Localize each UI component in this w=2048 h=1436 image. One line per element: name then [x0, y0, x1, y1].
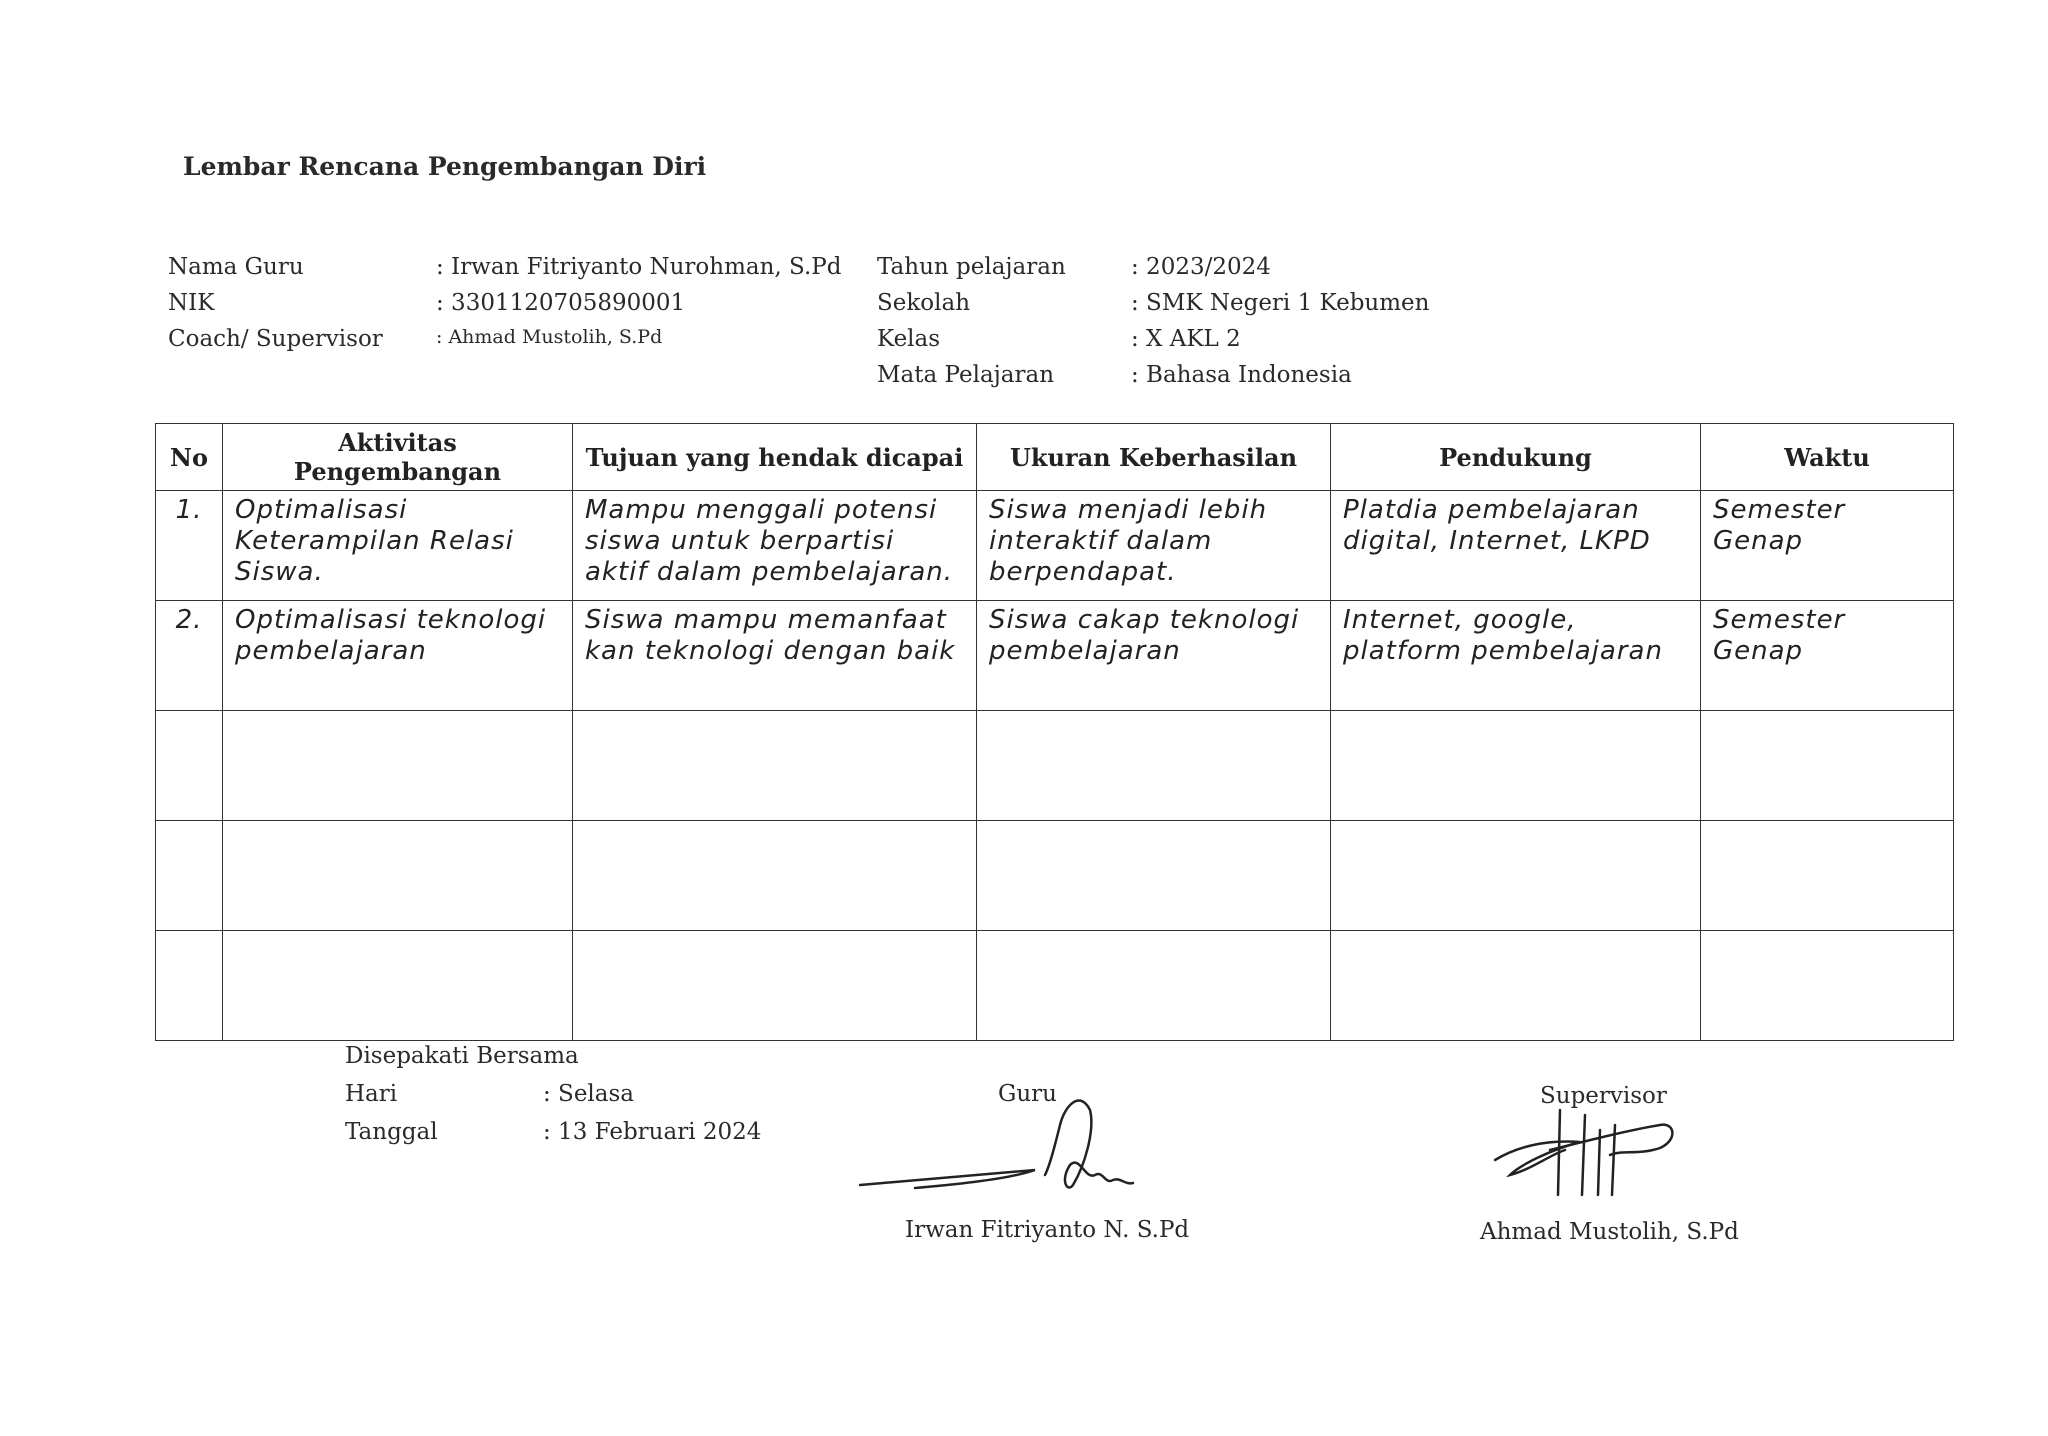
guru-role-label: Guru: [998, 1081, 1057, 1107]
supervisor-signature: [1490, 1100, 1690, 1210]
cell-tujuan: [573, 931, 977, 1041]
development-plan-table: [155, 423, 1954, 1041]
header-waktu: Waktu: [1701, 424, 1954, 491]
cell-pendukung: Platdia pembelajaran digital, Internet, LKPD: [1331, 491, 1701, 601]
value-tanggal: : 13 Februari 2024: [543, 1119, 762, 1145]
cell-ukuran: [977, 711, 1331, 821]
value-nama-guru: : Irwan Fitriyanto Nurohman, S.Pd: [436, 254, 842, 280]
cell-pendukung: Internet, google, platform pembelajaran: [1331, 601, 1701, 711]
header-tujuan: Tujuan yang hendak dicapai: [573, 424, 977, 491]
cell-pendukung: [1331, 711, 1701, 821]
cell-tujuan: Siswa mampu memanfaat kan teknologi dengan baik: [573, 601, 977, 711]
label-coach-supervisor: Coach/ Supervisor: [168, 326, 383, 352]
table-header-row: [156, 424, 1954, 491]
label-nik: NIK: [168, 290, 215, 316]
value-sekolah: : SMK Negeri 1 Kebumen: [1131, 290, 1430, 316]
cell-aktivitas: [223, 931, 573, 1041]
value-coach-supervisor: : Ahmad Mustolih, S.Pd: [436, 326, 663, 348]
cell-waktu: [1701, 821, 1954, 931]
cell-ukuran: [977, 821, 1331, 931]
value-mata-pelajaran: : Bahasa Indonesia: [1131, 362, 1352, 388]
cell-tujuan: [573, 821, 977, 931]
header-pendukung: Pendukung: [1331, 424, 1701, 491]
cell-pendukung: [1331, 821, 1701, 931]
table-row: [156, 821, 1954, 931]
header-ukuran: Ukuran Keberhasilan: [977, 424, 1331, 491]
cell-ukuran: Siswa menjadi lebih interaktif dalam berpendapat.: [977, 491, 1331, 601]
cell-aktivitas: Optimalisasi teknologi pembelajaran: [223, 601, 573, 711]
document-title: Lembar Rencana Pengembangan Diri: [183, 152, 707, 181]
cell-waktu: Semester Genap: [1701, 601, 1954, 711]
table-row: [156, 931, 1954, 1041]
cell-waktu: [1701, 931, 1954, 1041]
cell-no: [156, 821, 223, 931]
cell-no: 2.: [156, 601, 223, 711]
guru-name: Irwan Fitriyanto N. S.Pd: [905, 1217, 1190, 1243]
agreement-heading: Disepakati Bersama: [345, 1043, 579, 1069]
value-kelas: : X AKL 2: [1131, 326, 1241, 352]
supervisor-name: Ahmad Mustolih, S.Pd: [1480, 1219, 1739, 1245]
cell-tujuan: Mampu menggali potensi siswa untuk berpartisi aktif dalam pembelajaran.: [573, 491, 977, 601]
label-tahun-pelajaran: Tahun pelajaran: [877, 254, 1066, 280]
cell-no: 1.: [156, 491, 223, 601]
cell-aktivitas: [223, 821, 573, 931]
guru-signature: [855, 1085, 1155, 1215]
header-no: No: [156, 424, 223, 491]
label-nama-guru: Nama Guru: [168, 254, 304, 280]
label-kelas: Kelas: [877, 326, 941, 352]
cell-waktu: Semester Genap: [1701, 491, 1954, 601]
cell-no: [156, 931, 223, 1041]
cell-ukuran: Siswa cakap teknologi pembelajaran: [977, 601, 1331, 711]
cell-tujuan: [573, 711, 977, 821]
value-nik: : 3301120705890001: [436, 290, 686, 316]
cell-aktivitas: [223, 711, 573, 821]
table-row: [156, 711, 1954, 821]
value-tahun-pelajaran: : 2023/2024: [1131, 254, 1271, 280]
supervisor-role-label: Supervisor: [1540, 1083, 1667, 1109]
cell-waktu: [1701, 711, 1954, 821]
cell-no: [156, 711, 223, 821]
value-hari: : Selasa: [543, 1081, 635, 1107]
table-row: [156, 491, 1954, 601]
label-hari: Hari: [345, 1081, 398, 1107]
label-tanggal: Tanggal: [345, 1119, 438, 1145]
cell-ukuran: [977, 931, 1331, 1041]
cell-pendukung: [1331, 931, 1701, 1041]
label-mata-pelajaran: Mata Pelajaran: [877, 362, 1055, 388]
label-sekolah: Sekolah: [877, 290, 971, 316]
cell-aktivitas: Optimalisasi Keterampilan Relasi Siswa.: [223, 491, 573, 601]
table-row: [156, 601, 1954, 711]
header-aktivitas: Aktivitas Pengembangan: [223, 424, 573, 491]
